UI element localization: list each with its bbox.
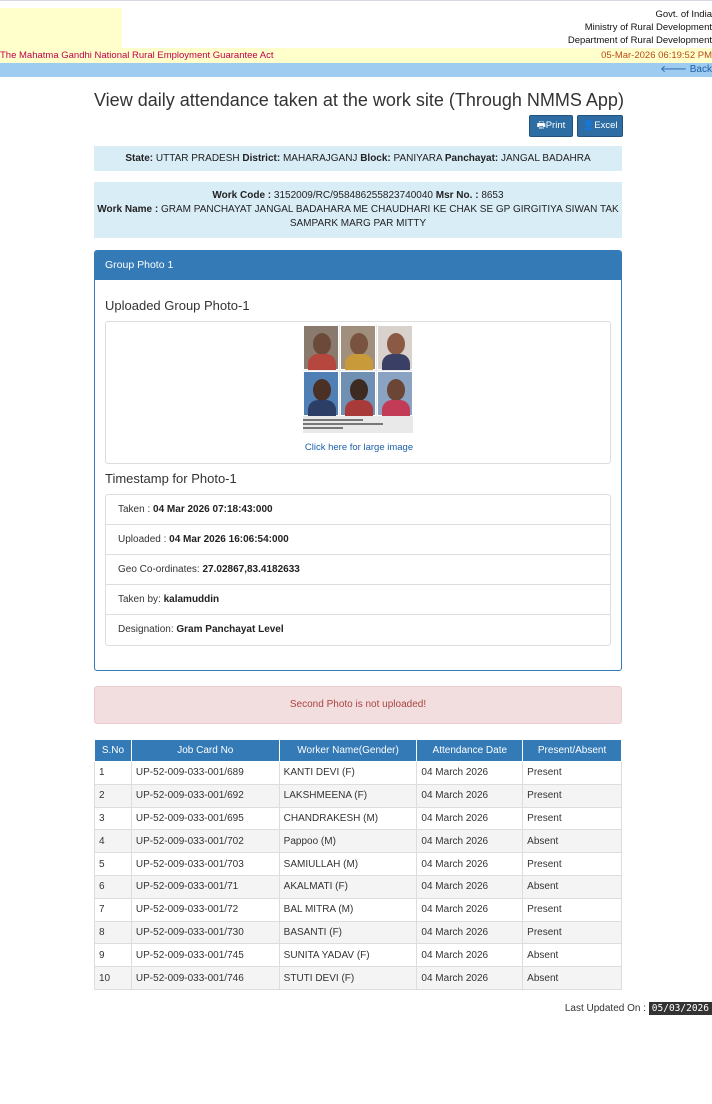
cell-attendance-date: 04 March 2026	[417, 853, 523, 876]
work-name-label: Work Name :	[97, 204, 159, 215]
district-label: District:	[242, 153, 281, 164]
table-row	[95, 944, 622, 967]
block-label: Block:	[360, 153, 391, 164]
govt-header	[0, 8, 712, 47]
taken-label: Taken :	[118, 504, 151, 515]
govt-line-1: Govt. of India	[655, 9, 712, 20]
cell-job-card: UP-52-009-033-001/730	[131, 921, 279, 944]
last-updated-label: Last Updated On :	[564, 1003, 647, 1014]
cell-sno: 2	[95, 784, 132, 807]
cell-job-card: UP-52-009-033-001/702	[131, 830, 279, 853]
photo-face	[340, 325, 376, 370]
back-arrow-icon: 🡐	[660, 64, 687, 75]
cell-sno: 9	[95, 944, 132, 967]
print-button[interactable]	[529, 115, 573, 137]
photo-face	[340, 371, 376, 416]
panchayat-value: JANGAL BADAHRA	[501, 153, 591, 164]
server-datetime: 05-Mar-2026 06:19:52 PM	[601, 50, 712, 61]
taken-value: 04 Mar 2026 07:18:43:000	[153, 504, 273, 515]
panel-heading: Group Photo 1	[95, 251, 621, 280]
nav-bar	[0, 63, 712, 77]
geo-label: Geo Co-ordinates:	[118, 564, 200, 575]
cell-worker-name: BAL MITRA (M)	[279, 898, 417, 921]
district-value: MAHARAJGANJ	[282, 153, 358, 164]
timestamp-list	[105, 494, 611, 646]
cell-sno: 6	[95, 875, 132, 898]
table-row	[95, 807, 622, 830]
cell-job-card: UP-52-009-033-001/695	[131, 807, 279, 830]
cell-sno: 10	[95, 967, 132, 990]
cell-attendance-date: 04 March 2026	[417, 944, 523, 967]
attendance-table	[94, 739, 622, 990]
cell-job-card: UP-52-009-033-001/689	[131, 762, 279, 785]
work-code-label: Work Code :	[212, 190, 272, 201]
cell-job-card: UP-52-009-033-001/746	[131, 967, 279, 990]
uploaded-item	[106, 525, 610, 555]
excel-button[interactable]	[577, 115, 623, 137]
print-label: Print	[545, 120, 566, 131]
cell-worker-name: STUTI DEVI (F)	[279, 967, 417, 990]
table-row	[95, 853, 622, 876]
cell-job-card: UP-52-009-033-001/72	[131, 898, 279, 921]
table-row	[95, 762, 622, 785]
second-photo-alert: Second Photo is not uploaded!	[94, 686, 622, 724]
back-link[interactable]	[660, 63, 712, 75]
work-name-value: GRAM PANCHAYAT JANGAL BADAHARA ME CHAUDHARI KE CHAK SE GP GIRGITIYA SIWAN TAK SAMPARK MARG PAR MITTY	[161, 204, 619, 229]
govt-line-3: Department of Rural Development	[567, 35, 712, 46]
cell-sno: 5	[95, 853, 132, 876]
state-label: State:	[125, 153, 154, 164]
taken-item	[106, 495, 610, 525]
cell-status: Absent	[523, 875, 622, 898]
table-row	[95, 830, 622, 853]
print-icon: 🖶	[536, 120, 546, 131]
act-title: The Mahatma Gandhi National Rural Employment Guarantee Act	[0, 50, 274, 61]
block-value: PANIYARA	[393, 153, 443, 164]
top-border	[0, 0, 712, 8]
table-row	[95, 898, 622, 921]
geo-value: 27.02867,83.4182633	[202, 564, 300, 575]
page-title: View daily attendance taken at the work site (Through NMMS App)	[94, 90, 624, 110]
cell-worker-name: LAKSHMEENA (F)	[279, 784, 417, 807]
table-row	[95, 921, 622, 944]
group-photo-image[interactable]	[303, 325, 413, 433]
location-info	[94, 146, 622, 171]
geo-item	[106, 555, 610, 585]
excel-label: Excel	[594, 120, 618, 131]
govt-line-2: Ministry of Rural Development	[584, 22, 712, 33]
cell-status: Absent	[523, 967, 622, 990]
photo-face	[303, 325, 339, 370]
photo-face	[377, 325, 413, 370]
cell-status: Present	[523, 807, 622, 830]
cell-status: Present	[523, 762, 622, 785]
back-label: Back	[689, 64, 712, 75]
large-image-link[interactable]: Click here for large image	[304, 442, 414, 453]
uploaded-value: 04 Mar 2026 16:06:54:000	[169, 534, 289, 545]
cell-attendance-date: 04 March 2026	[417, 784, 523, 807]
cell-status: Absent	[523, 830, 622, 853]
cell-attendance-date: 04 March 2026	[417, 967, 523, 990]
taken-by-value: kalamuddin	[163, 594, 220, 605]
cell-worker-name: KANTI DEVI (F)	[279, 762, 417, 785]
cell-worker-name: Pappoo (M)	[279, 830, 417, 853]
msr-value: 8653	[481, 190, 504, 201]
col-present-absent: Present/Absent	[523, 740, 622, 762]
taken-by-item	[106, 585, 610, 615]
table-row	[95, 967, 622, 990]
cell-job-card: UP-52-009-033-001/692	[131, 784, 279, 807]
cell-attendance-date: 04 March 2026	[417, 762, 523, 785]
photo-container	[105, 321, 611, 464]
table-row	[95, 875, 622, 898]
cell-sno: 1	[95, 762, 132, 785]
col-attendance-date: Attendance Date	[417, 740, 523, 762]
cell-sno: 7	[95, 898, 132, 921]
designation-item	[106, 615, 610, 645]
cell-attendance-date: 04 March 2026	[417, 875, 523, 898]
work-name-line	[94, 203, 622, 231]
photo-face	[303, 371, 339, 416]
work-info	[94, 182, 622, 238]
photo-stamp-text	[303, 423, 383, 425]
taken-by-label: Taken by:	[118, 594, 161, 605]
cell-attendance-date: 04 March 2026	[417, 807, 523, 830]
col-sno: S.No	[95, 740, 132, 762]
group-photo-panel	[94, 250, 622, 671]
cell-attendance-date: 04 March 2026	[417, 898, 523, 921]
cell-attendance-date: 04 March 2026	[417, 921, 523, 944]
photo-stamp-text	[303, 419, 363, 421]
cell-job-card: UP-52-009-033-001/745	[131, 944, 279, 967]
timestamp-heading: Timestamp for Photo-1	[105, 471, 237, 486]
user-icon: 👤	[582, 120, 595, 131]
work-code-line	[94, 189, 622, 203]
cell-sno: 3	[95, 807, 132, 830]
cell-worker-name: CHANDRAKESH (M)	[279, 807, 417, 830]
cell-status: Present	[523, 921, 622, 944]
cell-sno: 4	[95, 830, 132, 853]
msr-label: Msr No. :	[435, 190, 479, 201]
table-row	[95, 784, 622, 807]
cell-sno: 8	[95, 921, 132, 944]
work-code-value: 3152009/RC/958486255823740040	[273, 190, 433, 201]
col-worker-name: Worker Name(Gender)	[279, 740, 417, 762]
col-job-card: Job Card No	[131, 740, 279, 762]
cell-worker-name: SAMIULLAH (M)	[279, 853, 417, 876]
photo-stamp-text	[303, 427, 343, 429]
uploaded-photo-heading: Uploaded Group Photo-1	[105, 298, 250, 313]
cell-job-card: UP-52-009-033-001/71	[131, 875, 279, 898]
cell-status: Absent	[523, 944, 622, 967]
cell-status: Present	[523, 784, 622, 807]
last-updated	[565, 1003, 712, 1014]
state-value: UTTAR PRADESH	[155, 153, 240, 164]
photo-face	[377, 371, 413, 416]
last-updated-value: 05/03/2026	[649, 1002, 712, 1015]
cell-worker-name: SUNITA YADAV (F)	[279, 944, 417, 967]
cell-status: Present	[523, 853, 622, 876]
panchayat-label: Panchayat:	[444, 153, 499, 164]
table-header-row	[95, 740, 622, 762]
cell-worker-name: AKALMATI (F)	[279, 875, 417, 898]
uploaded-label: Uploaded :	[118, 534, 167, 545]
cell-job-card: UP-52-009-033-001/703	[131, 853, 279, 876]
designation-label: Designation:	[118, 624, 174, 635]
cell-worker-name: BASANTI (F)	[279, 921, 417, 944]
cell-attendance-date: 04 March 2026	[417, 830, 523, 853]
cell-status: Present	[523, 898, 622, 921]
designation-value: Gram Panchayat Level	[176, 624, 284, 635]
